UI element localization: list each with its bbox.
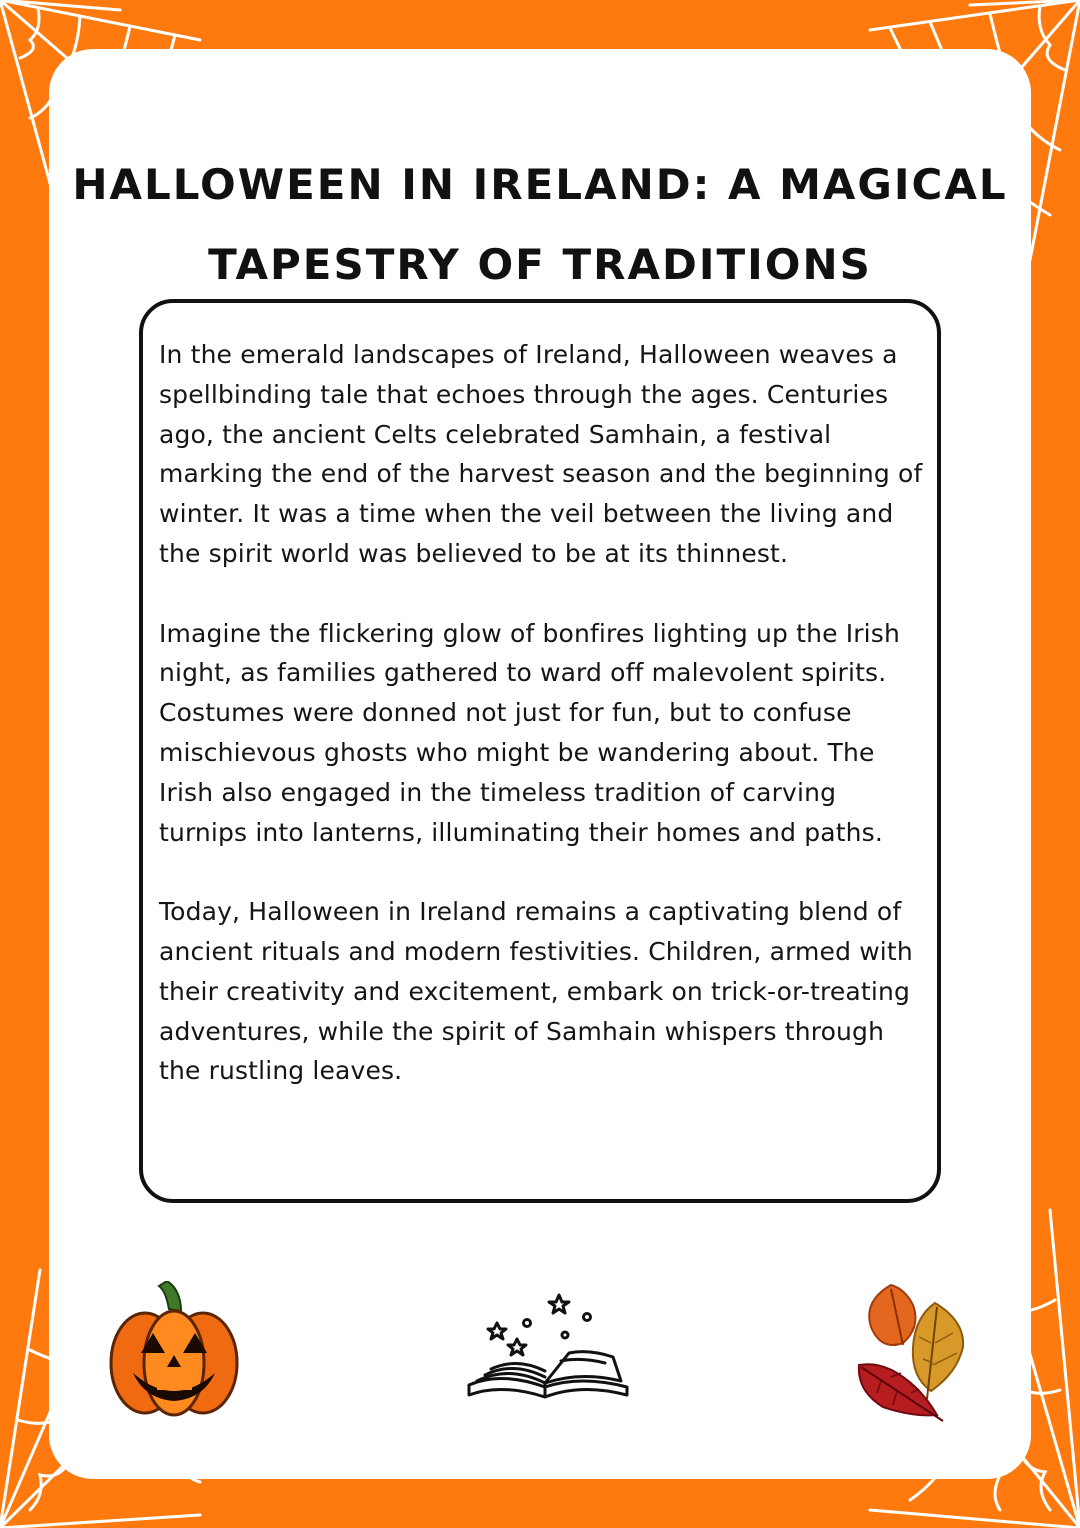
page-title: HALLOWEEN IN IRELAND: A MAGICAL TAPESTRY OF TRADITIONS <box>72 160 1008 289</box>
paragraph-1: In the emerald landscapes of Ireland, Halloween weaves a spellbinding tale that echoes through the ages. Centuries ago, the ancient Celts celebrated Samhain, a festival marking the end of the harvest season and the beginning of winter. It was a time when the veil between the living and the spirit world was believed to be at its thinnest. <box>159 340 923 568</box>
paragraph-3: Today, Halloween in Ireland remains a captivating blend of ancient rituals and modern festivities. Children, armed with their creativity and excitement, embark on trick-or-treating adventures, while the spirit of Samhain whispers through the rustling leaves. <box>159 897 913 1086</box>
magic-book-icon <box>461 1291 633 1409</box>
jack-o-lantern-icon <box>107 1281 241 1419</box>
paragraph-2: Imagine the flickering glow of bonfires lighting up the Irish night, as families gathered to ward off malevolent spirits. Costumes were donned not just for fun, but to confuse mischievous ghosts who might be wandering about. The Irish also engaged in the timeless tradition of carving turnips into lanterns, illuminating their homes and paths. <box>159 618 900 847</box>
content-card <box>49 49 1031 1479</box>
text-box <box>139 299 941 1203</box>
autumn-leaves-icon <box>853 1281 973 1431</box>
